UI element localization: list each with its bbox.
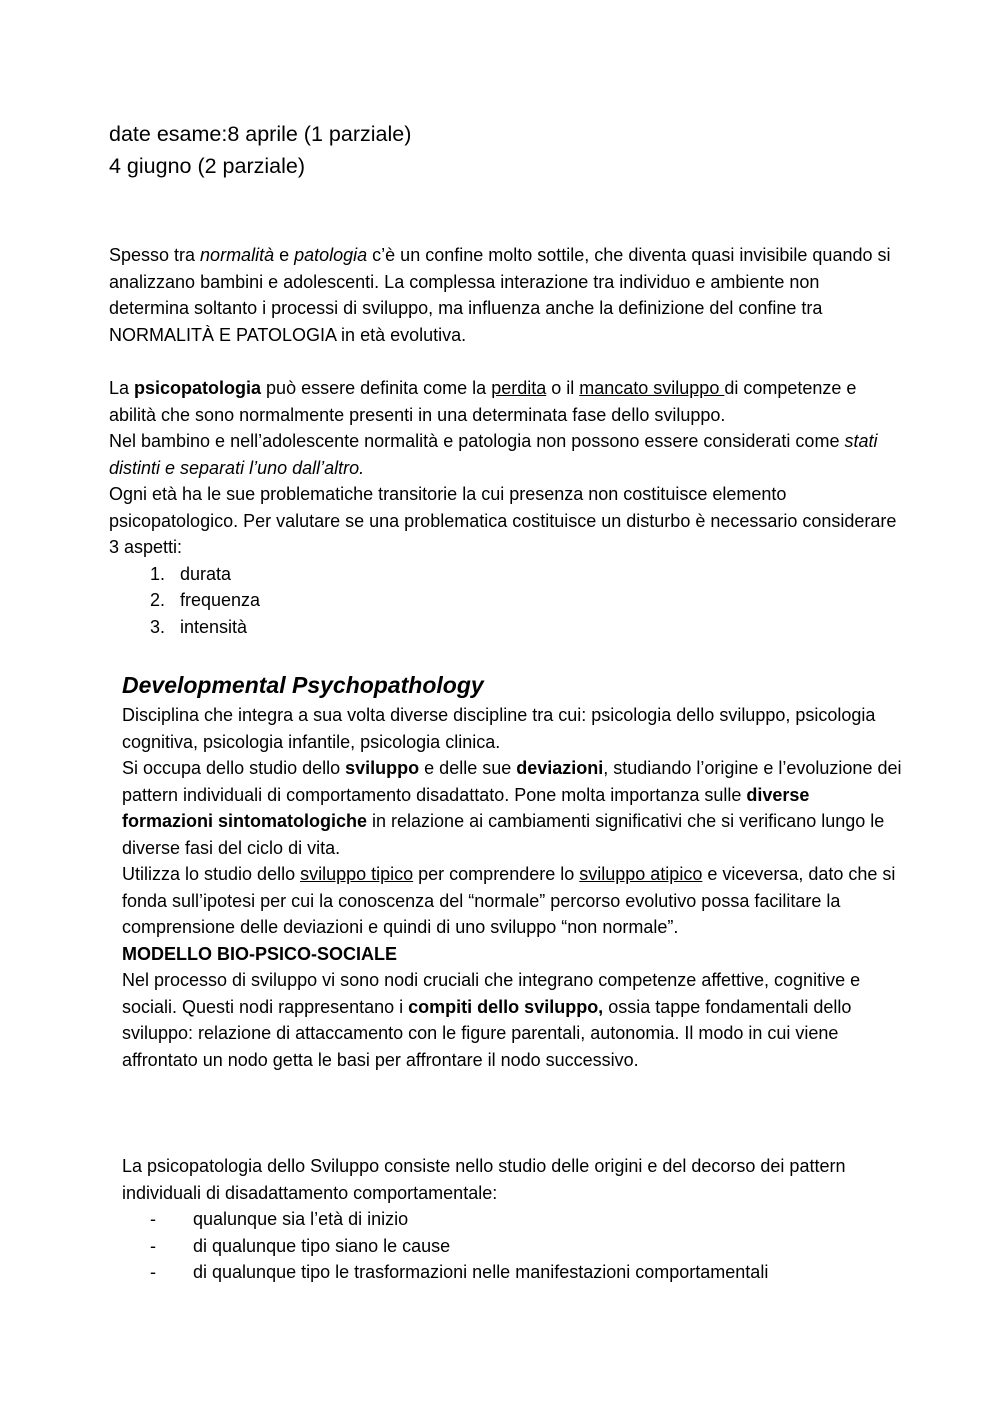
term-patologia: patologia (294, 245, 368, 265)
exam-dates-line-1: date esame:8 aprile (1 parziale) (109, 122, 412, 146)
list-item: 1. durata (150, 563, 232, 584)
intro-paragraph: Spesso tra normalità e patologia c’è un confine molto sottile, che diventa quasi invisibile quando si analizzano bambini e adolescenti. La complessa interazione tra individuo e ambiente non determina soltanto i processi di sviluppo, ma influenza anche la definizione del confine tra NORMALITÀ E PATOLOGIA in età evolutiva. (109, 245, 891, 345)
tipico-atipico-paragraph: Utilizza lo studio dello sviluppo tipico per comprendere lo sviluppo atipico e viceversa, dato che si fonda sull’ipotesi per cui la conoscenza del “normale” percorso evolutivo possa facilitare la comprensione delle deviazioni e quindi di uno sviluppo “non normale”. (122, 864, 896, 937)
list-item: - di qualunque tipo siano le cause (150, 1235, 451, 1256)
list-item: 2. frequenza (150, 590, 261, 610)
developmental-section (122, 702, 902, 1073)
section-heading-modello: MODELLO BIO-PSICO-SOCIALE (122, 943, 398, 964)
term-mancato-sviluppo: mancato sviluppo (579, 378, 725, 398)
term-normalita: normalità (200, 245, 275, 265)
modello-paragraph: Nel processo di sviluppo vi sono nodi cruciali che integrano competenze affettive, cognitive e sociali. Questi nodi rappresentano i compiti dello sviluppo, ossia tappe fondamentali dello sviluppo: relazione di attaccamento con le figure parentali, autonomia. Il modo in cui viene affrontato un nodo getta le basi per affrontare il nodo successivo. (122, 970, 861, 1070)
section-heading-developmental-psychopathology: Developmental Psychopathology (122, 672, 484, 698)
closing-section (122, 1153, 902, 1286)
problematiche-paragraph: Ogni età ha le sue problematiche transitorie la cui presenza non costituisce elemento psicopatologico. Per valutare se una problematica costituisce un disturbo è necessario considerare 3 aspetti: (109, 484, 897, 557)
psicopatologia-section (109, 375, 899, 640)
sviluppo-paragraph: Si occupa dello studio dello sviluppo e delle sue deviazioni, studiando l’origine e l’evoluzione dei pattern individuali di comportamento disadattato. Pone molta importanza sulle diverse formazioni sintomatologiche in relazione ai cambiamenti significativi che si verificano lungo le diverse fasi del ciclo di vita. (122, 758, 902, 858)
normalita-patologia-paragraph: Nel bambino e nell’adolescente normalità e patologia non possono essere considerati come stati distinti e separati l’uno dall’altro. (109, 431, 878, 478)
list-item: - di qualunque tipo le trasformazioni nelle manifestazioni comportamentali (150, 1262, 769, 1282)
list-item: 3. intensità (150, 616, 248, 637)
psicopatologia-definition: La psicopatologia può essere definita come la perdita o il mancato sviluppo di competenze e abilità che sono normalmente presenti in una determinata fase dello sviluppo. (109, 378, 857, 425)
dash-list (122, 1206, 902, 1286)
term-perdita: perdita (491, 378, 547, 398)
term-psicopatologia: psicopatologia (134, 378, 262, 398)
exam-dates-line-2: 4 giugno (2 parziale) (109, 154, 306, 178)
aspects-list (109, 561, 899, 641)
list-item: - qualunque sia l’età di inizio (150, 1209, 409, 1229)
closing-paragraph: La psicopatologia dello Sviluppo consiste nello studio delle origini e del decorso dei pattern individuali di disadattamento comportamentale: (122, 1156, 846, 1203)
discipline-paragraph: Disciplina che integra a sua volta diverse discipline tra cui: psicologia dello sviluppo, psicologia cognitiva, psicologia infantile, psicologia clinica. (122, 705, 876, 752)
